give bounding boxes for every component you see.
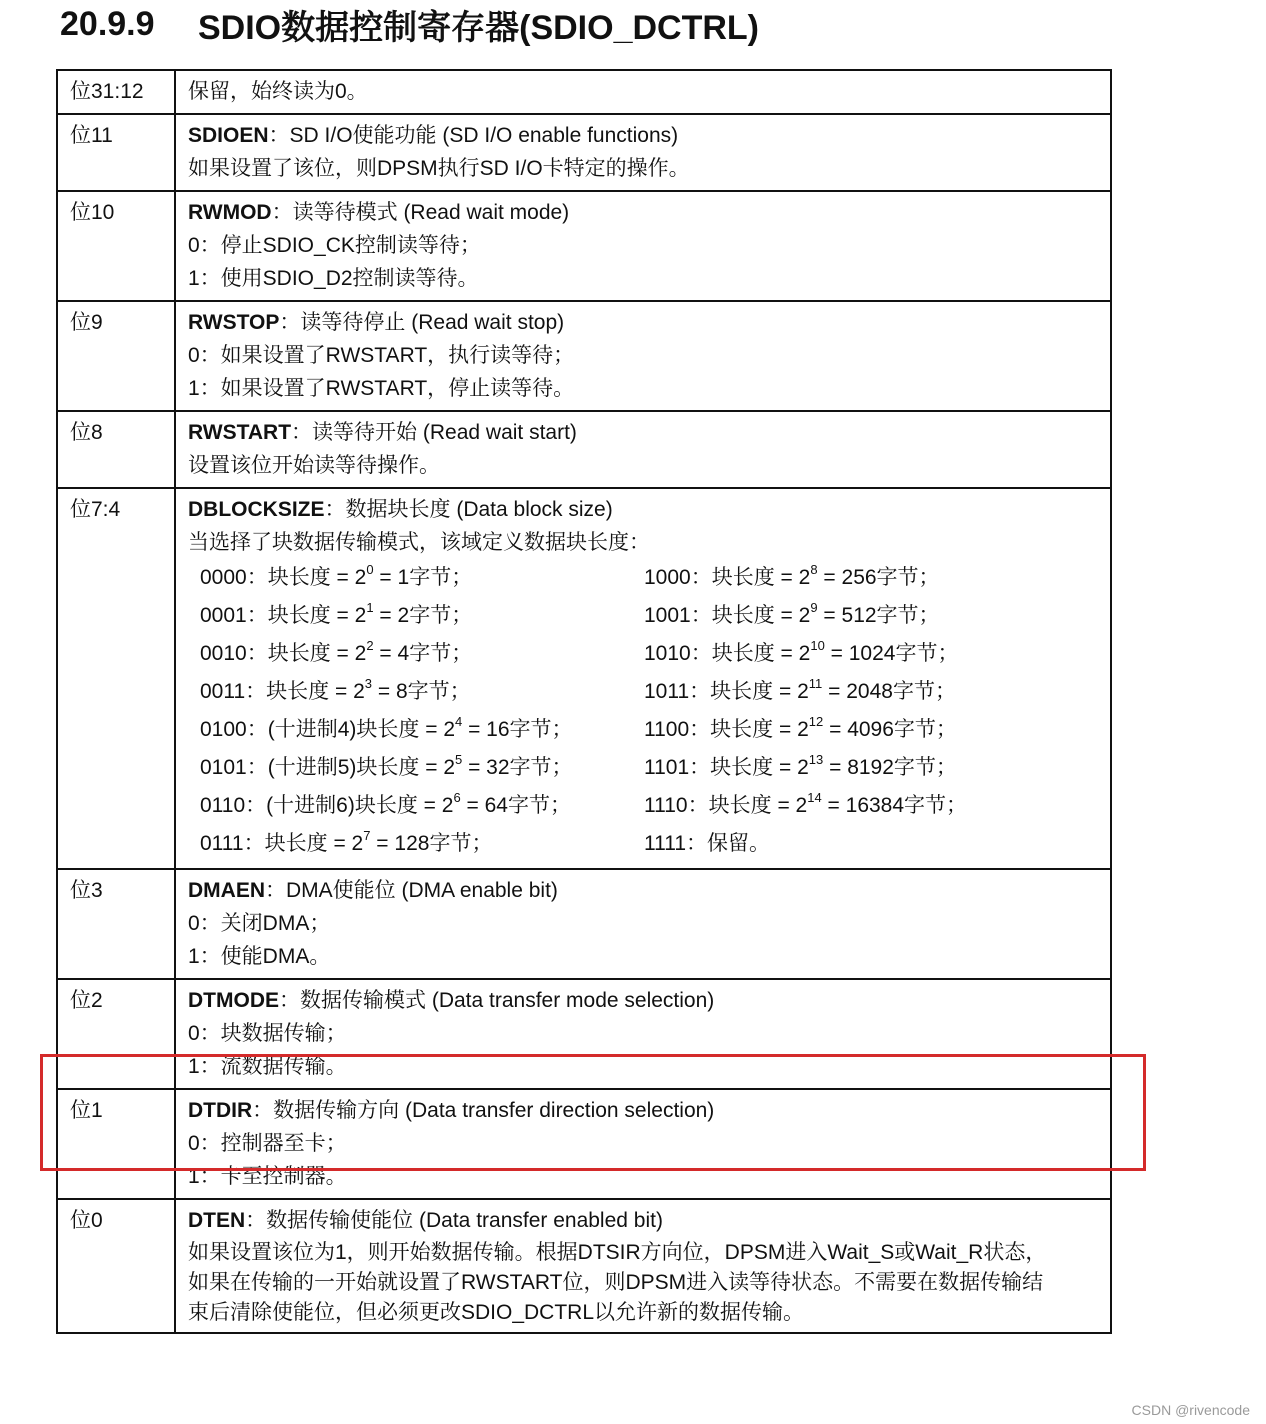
field-detail-line: 如果设置了该位，则DPSM执行SD I/O卡特定的操作。 xyxy=(188,157,690,180)
blocksize-label: ：块长度 = 2 xyxy=(689,718,809,741)
blocksize-code: 1010 xyxy=(644,642,691,665)
blocksize-code: 1001 xyxy=(644,604,691,627)
field-description xyxy=(175,70,1111,114)
blocksize-exponent: 2 xyxy=(366,638,374,653)
field-summary: ：DMA使能位 (DMA enable bit) xyxy=(265,879,558,902)
field-header xyxy=(188,874,1098,907)
blocksize-entry xyxy=(200,711,644,749)
field-name: RWSTOP xyxy=(188,311,280,334)
field-name: DTMODE xyxy=(188,989,279,1012)
bit-range: 位10 xyxy=(57,191,175,301)
blocksize-exponent: 7 xyxy=(363,828,371,843)
blocksize-code: 1100 xyxy=(644,718,690,741)
register-row xyxy=(57,488,1111,869)
field-detail-line: 1：卡至控制器。 xyxy=(188,1165,347,1188)
blocksize-bytes: = 32字节； xyxy=(462,756,573,779)
blocksize-label: ：(十进制5)块长度 = 2 xyxy=(246,756,455,779)
blocksize-code: 0101 xyxy=(200,756,247,779)
field-detail-line: 1：使用SDIO_D2控制读等待。 xyxy=(188,267,479,290)
field-name: DTDIR xyxy=(188,1099,253,1122)
field-detail-line: 0：控制器至卡； xyxy=(188,1132,347,1155)
field-description xyxy=(175,1089,1111,1199)
section-heading xyxy=(60,2,759,46)
blocksize-grid xyxy=(188,559,1098,863)
blocksize-code: 0001 xyxy=(200,604,247,627)
field-name: DMAEN xyxy=(188,879,265,902)
register-row xyxy=(57,70,1111,114)
field-summary: ：数据传输方向 (Data transfer direction selection) xyxy=(252,1099,715,1122)
blocksize-entry xyxy=(644,635,1098,673)
blocksize-entry xyxy=(644,749,1098,787)
bit-range: 位31:12 xyxy=(57,70,175,114)
blocksize-entry xyxy=(200,559,644,597)
blocksize-code: 1011 xyxy=(644,680,690,703)
field-summary: 保留，始终读为0。 xyxy=(188,80,368,103)
blocksize-code: 1110 xyxy=(644,794,688,817)
blocksize-bytes: = 8字节； xyxy=(372,680,471,703)
blocksize-code: 1111 xyxy=(644,832,687,855)
field-detail-line: 如果在传输的一开始就设置了RWSTART位，则DPSM进入读等待状态。不需要在数据传输结 xyxy=(188,1271,1044,1294)
blocksize-bytes: = 512字节； xyxy=(817,604,940,627)
field-description xyxy=(175,411,1111,488)
blocksize-entry xyxy=(644,711,1098,749)
register-row xyxy=(57,301,1111,411)
blocksize-bytes: = 1024字节； xyxy=(824,642,959,665)
bit-range: 位8 xyxy=(57,411,175,488)
field-summary: ：数据传输模式 (Data transfer mode selection) xyxy=(279,989,715,1012)
bit-range: 位1 xyxy=(57,1089,175,1199)
field-header xyxy=(188,196,1098,229)
field-detail-line: 设置该位开始读等待操作。 xyxy=(188,454,440,477)
blocksize-code: 0111 xyxy=(200,832,244,855)
field-description xyxy=(175,979,1111,1089)
field-description xyxy=(175,114,1111,191)
blocksize-code: 0000 xyxy=(200,566,247,589)
blocksize-bytes: = 1字节； xyxy=(373,566,473,589)
field-detail-line: 1：使能DMA。 xyxy=(188,945,331,968)
field-detail-line: 0：块数据传输； xyxy=(188,1022,347,1045)
field-summary: ：读等待开始 (Read wait start) xyxy=(291,421,577,444)
blocksize-exponent: 12 xyxy=(808,714,824,729)
field-name: RWMOD xyxy=(188,201,272,224)
blocksize-bytes: = 16384字节； xyxy=(821,794,968,817)
register-row xyxy=(57,979,1111,1089)
bit-range: 位11 xyxy=(57,114,175,191)
blocksize-bytes: = 4096字节； xyxy=(823,718,957,741)
register-row xyxy=(57,1089,1111,1199)
field-header xyxy=(188,493,1098,526)
field-description xyxy=(175,869,1111,979)
blocksize-label: ：(十进制6)块长度 = 2 xyxy=(245,794,454,817)
blocksize-code: 1000 xyxy=(644,566,691,589)
blocksize-exponent: 4 xyxy=(455,714,463,729)
blocksize-code: 1101 xyxy=(644,756,690,779)
field-header xyxy=(188,1094,1098,1127)
blocksize-entry xyxy=(200,597,644,635)
blocksize-bytes: = 8192字节； xyxy=(823,756,957,779)
blocksize-exponent: 3 xyxy=(364,676,373,691)
blocksize-label: ：(十进制4)块长度 = 2 xyxy=(246,718,455,741)
blocksize-bytes: = 64字节； xyxy=(460,794,571,817)
bit-range: 位9 xyxy=(57,301,175,411)
blocksize-entry xyxy=(644,673,1098,711)
bit-range: 位3 xyxy=(57,869,175,979)
register-row xyxy=(57,869,1111,979)
blocksize-bytes: = 2字节； xyxy=(373,604,473,627)
field-summary: ：SD I/O使能功能 (SD I/O enable functions) xyxy=(268,124,679,147)
register-row xyxy=(57,411,1111,488)
field-header xyxy=(188,75,1098,108)
register-row xyxy=(57,191,1111,301)
field-summary: ：数据传输使能位 (Data transfer enabled bit) xyxy=(245,1209,663,1232)
blocksize-entry xyxy=(644,787,1098,825)
field-header xyxy=(188,119,1098,152)
register-row xyxy=(57,114,1111,191)
section-title: SDIO数据控制寄存器(SDIO_DCTRL) xyxy=(198,8,759,47)
blocksize-code: 0010 xyxy=(200,642,247,665)
field-detail-line: 1：如果设置了RWSTART，停止读等待。 xyxy=(188,377,575,400)
blocksize-entry xyxy=(200,787,644,825)
bit-range: 位2 xyxy=(57,979,175,1089)
blocksize-exponent: 5 xyxy=(455,752,463,767)
blocksize-entry xyxy=(200,635,644,673)
field-name: DBLOCKSIZE xyxy=(188,498,325,521)
blocksize-exponent: 6 xyxy=(453,790,461,805)
blocksize-label: ：保留。 xyxy=(686,832,771,855)
register-table xyxy=(56,69,1112,1334)
register-row xyxy=(57,1199,1111,1333)
blocksize-label: ：块长度 = 2 xyxy=(246,566,367,589)
blocksize-bytes: = 128字节； xyxy=(370,832,493,855)
field-description xyxy=(175,488,1111,869)
blocksize-label: ：块长度 = 2 xyxy=(689,680,809,703)
field-detail-line: 束后清除使能位，但必须更改SDIO_DCTRL以允许新的数据传输。 xyxy=(188,1301,805,1324)
field-detail-line: 如果设置该位为1，则开始数据传输。根据DTSIR方向位，DPSM进入Wait_S或Wait_R状态， xyxy=(188,1241,1047,1264)
blocksize-bytes: = 2048字节； xyxy=(822,680,956,703)
field-detail-line: 当选择了块数据传输模式，该域定义数据块长度： xyxy=(188,531,650,554)
blocksize-exponent: 11 xyxy=(808,676,823,691)
blocksize-entry xyxy=(644,597,1098,635)
blocksize-exponent: 1 xyxy=(366,600,374,615)
field-summary: ：读等待模式 (Read wait mode) xyxy=(271,201,570,224)
blocksize-code: 0100 xyxy=(200,718,247,741)
blocksize-label: ：块长度 = 2 xyxy=(689,756,809,779)
field-name: DTEN xyxy=(188,1209,246,1232)
field-header xyxy=(188,1204,1098,1237)
field-detail-line: 0：如果设置了RWSTART，执行读等待； xyxy=(188,344,575,367)
blocksize-exponent: 10 xyxy=(810,638,825,653)
blocksize-bytes: = 256字节； xyxy=(817,566,940,589)
blocksize-code: 0110 xyxy=(200,794,246,817)
blocksize-label: ：块长度 = 2 xyxy=(246,604,367,627)
blocksize-exponent: 9 xyxy=(810,600,818,615)
field-summary: ：数据块长度 (Data block size) xyxy=(324,498,613,521)
blocksize-entry xyxy=(644,559,1098,597)
blocksize-label: ：块长度 = 2 xyxy=(690,566,811,589)
field-name: SDIOEN xyxy=(188,124,269,147)
field-description xyxy=(175,191,1111,301)
field-summary: ：读等待停止 (Read wait stop) xyxy=(279,311,565,334)
field-detail-line: 1：流数据传输。 xyxy=(188,1055,347,1078)
blocksize-label: ：块长度 = 2 xyxy=(246,642,367,665)
blocksize-exponent: 0 xyxy=(366,562,374,577)
blocksize-label: ：块长度 = 2 xyxy=(245,680,365,703)
blocksize-bytes: = 4字节； xyxy=(373,642,473,665)
field-description xyxy=(175,1199,1111,1333)
watermark: CSDN @rivencode xyxy=(1131,1402,1250,1418)
field-detail-line: 0：停止SDIO_CK控制读等待； xyxy=(188,234,481,257)
blocksize-label: ：块长度 = 2 xyxy=(690,604,811,627)
blocksize-label: ：块长度 = 2 xyxy=(690,642,811,665)
field-header xyxy=(188,416,1098,449)
blocksize-exponent: 14 xyxy=(807,790,822,805)
blocksize-code: 0011 xyxy=(200,680,246,703)
field-name: RWSTART xyxy=(188,421,292,444)
blocksize-entry xyxy=(200,825,644,863)
field-header xyxy=(188,984,1098,1017)
blocksize-label: ：块长度 = 2 xyxy=(687,794,808,817)
bit-range: 位0 xyxy=(57,1199,175,1333)
blocksize-exponent: 13 xyxy=(808,752,824,767)
blocksize-label: ：块长度 = 2 xyxy=(243,832,364,855)
field-description xyxy=(175,301,1111,411)
field-header xyxy=(188,306,1098,339)
bit-range: 位7:4 xyxy=(57,488,175,869)
blocksize-entry xyxy=(644,825,1098,863)
blocksize-exponent: 8 xyxy=(810,562,818,577)
blocksize-bytes: = 16字节； xyxy=(462,718,573,741)
field-detail-line: 0：关闭DMA； xyxy=(188,912,331,935)
section-number: 20.9.9 xyxy=(60,4,155,43)
blocksize-entry xyxy=(200,673,644,711)
blocksize-entry xyxy=(200,749,644,787)
